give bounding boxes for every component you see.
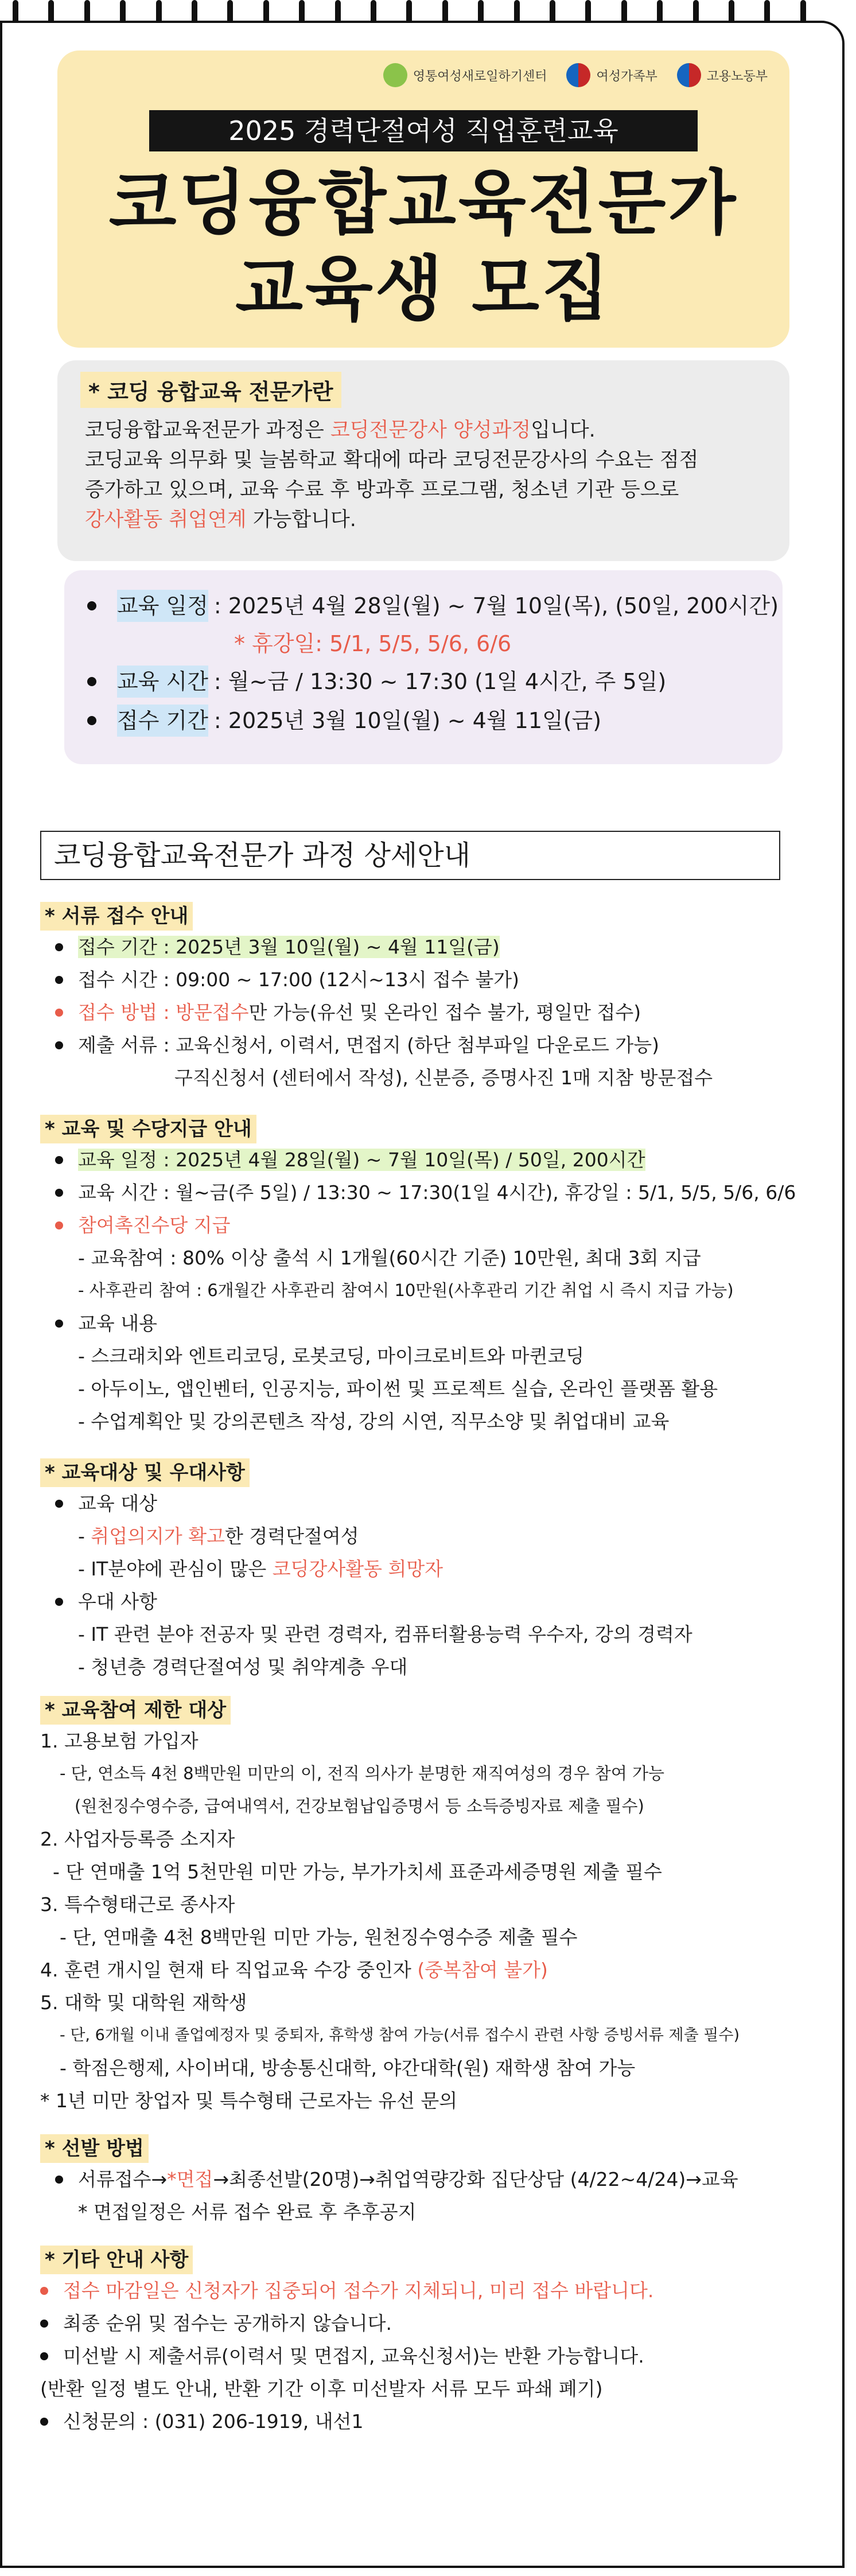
detail-line: 3. 특수형태근로 종사자 (40, 1893, 235, 1916)
ministry-labor-logo (677, 63, 768, 87)
detail-line: - 단 연매출 1억 5천만원 미만 가능, 부가가치세 표준과세증명원 제출 필수 (53, 1861, 662, 1883)
detail-line: - 교육참여 : 80% 이상 출석 시 1개월(60시간 기준) 10만원, 최대 3회 지급 (78, 1247, 701, 1269)
detail-line: - 수업계획안 및 강의콘텐츠 작성, 강의 시연, 직무소양 및 취업대비 교육 (78, 1410, 670, 1433)
detail-line: 접수 시간 : 09:00 ~ 17:00 (12시~13시 접수 불가) (78, 968, 520, 991)
ministry-gender-text: 여성가족부 (596, 69, 657, 84)
intro-text: 가능합니다. (246, 508, 356, 531)
hero-title-line2: 교육생 모집 (235, 248, 612, 330)
detail-highlight: 코딩강사활동 희망자 (272, 1558, 443, 1580)
bullet-icon (55, 1320, 63, 1328)
detail-line: 5. 대학 및 대학원 재학생 (40, 1991, 247, 2014)
center-logo-text: 영통여성새로일하기센터 (413, 69, 547, 84)
bullet-icon (55, 1009, 63, 1017)
intro-text: 코딩융합교육전문가 과정은 (85, 419, 330, 442)
detail-line: 접수 마감일은 신청자가 집중되어 접수가 지체되니, 미리 접수 바랍니다. (63, 2279, 654, 2302)
detail-line: 교육 시간 : 월~금(주 5일) / 13:30 ~ 17:30(1일 4시간), 휴강일 : 5/1, 5/5, 5/6, 6/6 (78, 1181, 796, 1204)
logo-row (383, 63, 768, 87)
detail-line: (원천징수영수증, 급여내역서, 건강보험납입증명서 등 소득증빙자료 제출 필수) (75, 1796, 644, 1816)
schedule-box (64, 570, 783, 764)
intro-text: 코딩교육 의무화 및 늘봄학교 확대에 따라 코딩전문강사의 수요는 점점 (85, 449, 699, 472)
schedule-edu-row (87, 590, 779, 622)
bullet-icon (55, 1041, 63, 1049)
section-heading-selection: * 선발 방법 (40, 2134, 149, 2163)
schedule-label: 교육 시간 (117, 666, 208, 698)
section-heading-application: * 서류 접수 안내 (40, 902, 193, 931)
detail-highlight: 취업의지가 확고 (91, 1525, 225, 1547)
intro-highlight: 코딩전문강사 양성과정 (330, 419, 531, 442)
bullet-icon (55, 943, 63, 951)
bullet-icon (40, 2352, 48, 2360)
detail-line: - 단, 연매출 4천 8백만원 미만 가능, 원천징수영수증 제출 필수 (60, 1926, 578, 1948)
detail-line: * 면접일정은 서류 접수 완료 후 추후공지 (78, 2201, 417, 2223)
bullet-icon (87, 677, 96, 686)
detail-line: 접수 방법 : 방문접수 (78, 1001, 249, 1024)
center-logo-icon (383, 63, 407, 87)
schedule-label: 접수 기간 (117, 705, 208, 737)
ministry-gender-logo (566, 63, 657, 87)
bullet-icon (40, 2287, 48, 2295)
detail-line: 만 가능(유선 및 온라인 접수 불가, 평일만 접수) (248, 1001, 641, 1024)
section-heading-restrictions: * 교육참여 제한 대상 (40, 1696, 231, 1725)
detail-line: →최종선발(20명)→취업역량강화 집단상담 (4/22~4/24)→교육 (213, 2168, 738, 2190)
schedule-apply-row (87, 705, 601, 737)
detail-line: 참여촉진수당 지급 (78, 1214, 231, 1236)
detail-line: - (78, 1525, 91, 1547)
detail-line: - 단, 연소득 4천 8백만원 미만의 이, 전직 의사가 분명한 재직여성의 경우 참여 가능 (60, 1764, 665, 1783)
detail-line: - 단, 6개월 이내 졸업예정자 및 중퇴자, 휴학생 참여 가능(서류 접수시 관련 사항 증빙서류 제출 필수) (60, 2026, 740, 2044)
bullet-icon (55, 2176, 63, 2184)
detail-line: 미선발 시 제출서류(이력서 및 면접지, 교육신청서)는 반환 가능합니다. (63, 2345, 644, 2367)
intro-text: 증가하고 있으며, 교육 수료 후 방과후 프로그램, 청소년 기관 등으로 (85, 478, 679, 501)
detail-line: 4. 훈련 개시일 현재 타 직업교육 수강 중인자 (40, 1959, 418, 1981)
detail-line: - IT분야에 관심이 많은 (78, 1558, 273, 1580)
detail-highlight: *면접 (167, 2168, 213, 2190)
schedule-time-row (87, 666, 666, 698)
taegeuk-icon (566, 63, 590, 87)
detail-line: - 사후관리 참여 : 6개월간 사후관리 참여시 10만원(사후관리 기간 취업 시 즉시 지급 가능) (78, 1281, 734, 1300)
program-band: 2025 경력단절여성 직업훈련교육 (149, 110, 698, 151)
detail-line: 교육 내용 (78, 1312, 158, 1334)
intro-body (85, 415, 768, 535)
bullet-icon (55, 976, 63, 984)
detail-line: 한 경력단절여성 (225, 1525, 359, 1547)
bullet-icon (87, 601, 96, 610)
bullet-icon (55, 1156, 63, 1164)
intro-highlight: 강사활동 취업연계 (85, 508, 247, 531)
intro-text: 입니다. (531, 419, 596, 442)
detail-line: 제출 서류 : 교육신청서, 이력서, 면접지 (하단 첨부파일 다운로드 가능) (78, 1034, 659, 1056)
detail-line: 교육 일정 : 2025년 4월 28일(월) ~ 7월 10일(목) / 50일, 200시간 (78, 1149, 645, 1171)
taegeuk-icon (677, 63, 701, 87)
detail-line: 구직신청서 (센터에서 작성), 신분증, 증명사진 1매 지참 방문접수 (174, 1067, 713, 1089)
detail-line: - 아두이노, 앱인벤터, 인공지능, 파이썬 및 프로젝트 실습, 온라인 플랫폼 활용 (78, 1378, 718, 1400)
center-logo (383, 63, 547, 87)
detail-line: * 1년 미만 창업자 및 특수형태 근로자는 유선 문의 (40, 2089, 458, 2112)
detail-line: 1. 고용보험 가입자 (40, 1730, 199, 1752)
detail-line: - 스크래치와 엔트리코딩, 로봇코딩, 마이크로비트와 마퀸코딩 (78, 1345, 585, 1367)
detail-line: 서류접수→ (78, 2168, 168, 2190)
detail-line: 교육 대상 (78, 1492, 158, 1515)
bullet-icon (55, 1189, 63, 1197)
holiday-label: * 휴강일 (234, 631, 316, 656)
detail-line: 2. 사업자등록증 소지자 (40, 1828, 235, 1850)
section-heading-education: * 교육 및 수당지급 안내 (40, 1115, 256, 1143)
hero-banner (57, 50, 789, 348)
ministry-labor-text: 고용노동부 (706, 69, 768, 84)
section-heading-target: * 교육대상 및 우대사항 (40, 1458, 250, 1487)
detail-line: 접수 기간 : 2025년 3월 10일(월) ~ 4월 11일(금) (78, 936, 500, 958)
detail-highlight: (중복참여 불가) (417, 1959, 548, 1981)
bullet-icon (55, 1598, 63, 1606)
intro-heading: * 코딩 융합교육 전문가란 (80, 372, 341, 408)
bullet-icon (55, 1221, 63, 1229)
detail-line: - IT 관련 분야 전공자 및 관련 경력자, 컴퓨터활용능력 우수자, 강의 경력자 (78, 1623, 692, 1645)
schedule-value: : 월~금 / 13:30 ~ 17:30 (1일 4시간, 주 5일) (213, 669, 667, 694)
detail-line: 최종 순위 및 점수는 공개하지 않습니다. (63, 2312, 392, 2334)
bullet-icon (55, 1500, 63, 1508)
hero-title-line1: 코딩융합교육전문가 (108, 162, 738, 244)
detail-line: (반환 일정 별도 안내, 반환 기간 이후 미선발자 서류 모두 파쇄 폐기) (40, 2377, 603, 2400)
detail-line: 신청문의 : (031) 206-1919, 내선1 (63, 2410, 364, 2433)
schedule-holiday-row (234, 628, 511, 660)
intro-box (57, 360, 789, 561)
detail-line: - 학점은행제, 사이버대, 방송통신대학, 야간대학(원) 재학생 참여 가능 (60, 2057, 636, 2079)
schedule-label: 교육 일정 (117, 590, 208, 622)
bullet-icon (87, 716, 96, 725)
schedule-value: : 2025년 4월 28일(월) ~ 7월 10일(목), (50일, 200시간) (213, 593, 779, 618)
detail-line: - 청년층 경력단절여성 및 취약계층 우대 (78, 1656, 408, 1678)
detail-line: 우대 사항 (78, 1590, 158, 1613)
section-heading-etc: * 기타 안내 사항 (40, 2246, 193, 2274)
holiday-value: : 5/1, 5/5, 5/6, 6/6 (315, 631, 512, 656)
bullet-icon (40, 2320, 48, 2328)
bullet-icon (40, 2418, 48, 2426)
detail-section-title: 코딩융합교육전문가 과정 상세안내 (40, 831, 780, 880)
schedule-value: : 2025년 3월 10일(월) ~ 4월 11일(금) (213, 708, 602, 733)
detail-content (40, 889, 832, 2438)
